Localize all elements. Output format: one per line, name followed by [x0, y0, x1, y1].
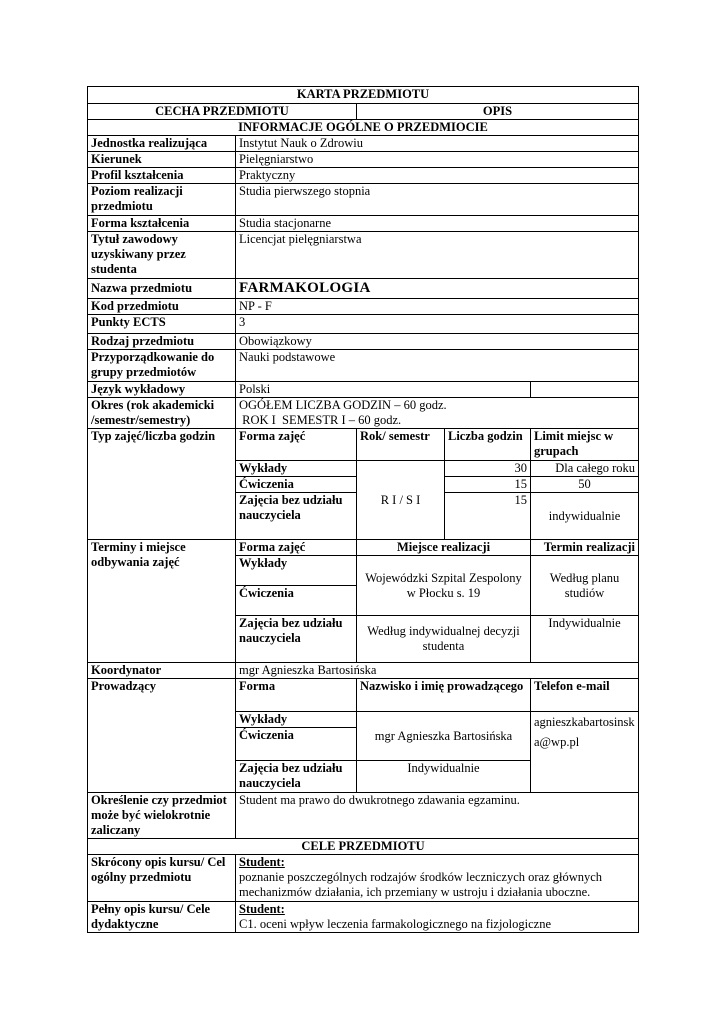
period-value — [236, 398, 639, 429]
schedule-form-lectures: Wykłady — [236, 556, 357, 586]
schedule-label: Terminy i miejsce odbywania zajęć — [88, 540, 236, 663]
schedule-place-hospital: Wojewódzki Szpital Zespolony w Płocku s. 19 — [357, 556, 531, 616]
schedule-term-header: Termin realizacji — [531, 540, 639, 556]
schedule-place-header: Miejsce realizacji — [357, 540, 531, 556]
course-card-table — [87, 86, 639, 933]
schedule-form-exercises: Ćwiczenia — [236, 586, 357, 616]
col-header-description: OPIS — [357, 104, 639, 120]
class-form-lectures: Wykłady — [236, 461, 357, 477]
subject-group-label: Przyporządkowanie do grupy przedmiotów — [88, 350, 236, 382]
section-goals: CELE PRZEDMIOTU — [88, 839, 639, 855]
profile-label: Profil kształcenia — [88, 168, 236, 184]
language-label: Język wykładowy — [88, 382, 236, 398]
subject-name-value: FARMAKOLOGIA — [236, 279, 639, 299]
period-label: Okres (rok akademicki /semestr/semestry) — [88, 398, 236, 429]
teachers-form-exercises: Ćwiczenia — [236, 728, 357, 761]
coordinator-value: mgr Agnieszka Bartosińska — [236, 663, 639, 679]
class-limit-self-study: indywidualnie — [531, 493, 639, 540]
short-description-value — [236, 855, 639, 902]
class-year-value: R I / S I — [357, 461, 445, 540]
teachers-label: Prowadzący — [88, 679, 236, 793]
teachers-name-main: mgr Agnieszka Bartosińska — [357, 712, 531, 761]
degree-title-label: Tytuł zawodowy uzyskiwany przez studenta — [88, 232, 236, 279]
direction-value: Pielęgniarstwo — [236, 152, 639, 168]
class-form-self-study: Zajęcia bez udziału nauczyciela — [236, 493, 357, 540]
class-form-exercises: Ćwiczenia — [236, 477, 357, 493]
subject-code-label: Kod przedmiotu — [88, 299, 236, 315]
class-limit-exercises: 50 — [531, 477, 639, 493]
col-header-feature: CECHA PRZEDMIOTU — [88, 104, 357, 120]
teachers-form-header: Forma — [236, 679, 357, 712]
period-semester-hours: ROK I SEMESTR I – 60 godz. — [239, 413, 402, 427]
subject-code-value: NP - F — [236, 299, 639, 315]
class-form-header: Forma zajęć — [236, 429, 357, 461]
subject-name-label: Nazwa przedmiotu — [88, 279, 236, 299]
full-description-text: C1. oceni wpływ leczenia farmakologicznego na fizjologiczne — [239, 917, 552, 931]
ects-label: Punkty ECTS — [88, 315, 236, 334]
short-description-label: Skrócony opis kursu/ Cel ogólny przedmiotu — [88, 855, 236, 902]
schedule-term-individual: Indywidualnie — [531, 616, 639, 663]
class-hours-self-study: 15 — [445, 493, 531, 540]
teachers-contact-header: Telefon e-mail — [531, 679, 639, 712]
schedule-form-self-study: Zajęcia bez udziału nauczyciela — [236, 616, 357, 663]
full-description-label: Pełny opis kursu/ Cele dydaktyczne — [88, 902, 236, 933]
short-description-heading: Student: — [239, 855, 285, 869]
class-hours-header: Liczba godzin — [445, 429, 531, 461]
class-limit-lectures: Dla całego roku — [531, 461, 639, 477]
degree-title-value: Licencjat pielęgniarstwa — [236, 232, 639, 279]
direction-label: Kierunek — [88, 152, 236, 168]
teacher-email-link[interactable]: agnieszkabartosinska@wp.pl — [534, 715, 635, 749]
retake-label: Określenie czy przedmiot może być wielokrotnie zaliczany — [88, 793, 236, 839]
schedule-form-header: Forma zajęć — [236, 540, 357, 556]
schedule-term-plan: Według planu studiów — [531, 556, 639, 616]
full-description-value — [236, 902, 639, 933]
class-limit-header: Limit miejsc w grupach — [531, 429, 639, 461]
level-label: Poziom realizacji przedmiotu — [88, 184, 236, 216]
class-year-header: Rok/ semestr — [357, 429, 445, 461]
class-types-label: Typ zajęć/liczba godzin — [88, 429, 236, 540]
unit-label: Jednostka realizująca — [88, 136, 236, 152]
level-value: Studia pierwszego stopnia — [236, 184, 639, 216]
period-total-hours: OGÓŁEM LICZBA GODZIN – 60 godz. — [239, 398, 447, 412]
ects-value: 3 — [236, 315, 639, 334]
profile-value: Praktyczny — [236, 168, 639, 184]
subject-type-label: Rodzaj przedmiotu — [88, 334, 236, 350]
schedule-place-individual: Według indywidualnej decyzji studenta — [357, 616, 531, 663]
unit-value: Instytut Nauk o Zdrowiu — [236, 136, 639, 152]
subject-type-value: Obowiązkowy — [236, 334, 639, 350]
teachers-name-individual: Indywidualnie — [357, 761, 531, 793]
full-description-heading: Student: — [239, 902, 285, 916]
language-empty-cell — [531, 382, 639, 398]
card-title: KARTA PRZEDMIOTU — [88, 87, 639, 104]
teachers-form-lectures: Wykłady — [236, 712, 357, 728]
class-hours-exercises: 15 — [445, 477, 531, 493]
study-form-value: Studia stacjonarne — [236, 216, 639, 232]
language-value: Polski — [236, 382, 531, 398]
teachers-name-header: Nazwisko i imię prowadzącego — [357, 679, 531, 712]
section-general-info: INFORMACJE OGÓLNE O PRZEDMIOCIE — [88, 120, 639, 136]
class-hours-lectures: 30 — [445, 461, 531, 477]
subject-group-value: Nauki podstawowe — [236, 350, 639, 382]
teachers-contact-email — [531, 712, 639, 793]
short-description-text: poznanie poszczególnych rodzajów środków leczniczych oraz głównych mechanizmów działania, ich przemiany w ustroju i działania uboczne. — [239, 870, 603, 899]
study-form-label: Forma kształcenia — [88, 216, 236, 232]
retake-value: Student ma prawo do dwukrotnego zdawania egzaminu. — [236, 793, 639, 839]
coordinator-label: Koordynator — [88, 663, 236, 679]
teachers-form-self-study: Zajęcia bez udziału nauczyciela — [236, 761, 357, 793]
